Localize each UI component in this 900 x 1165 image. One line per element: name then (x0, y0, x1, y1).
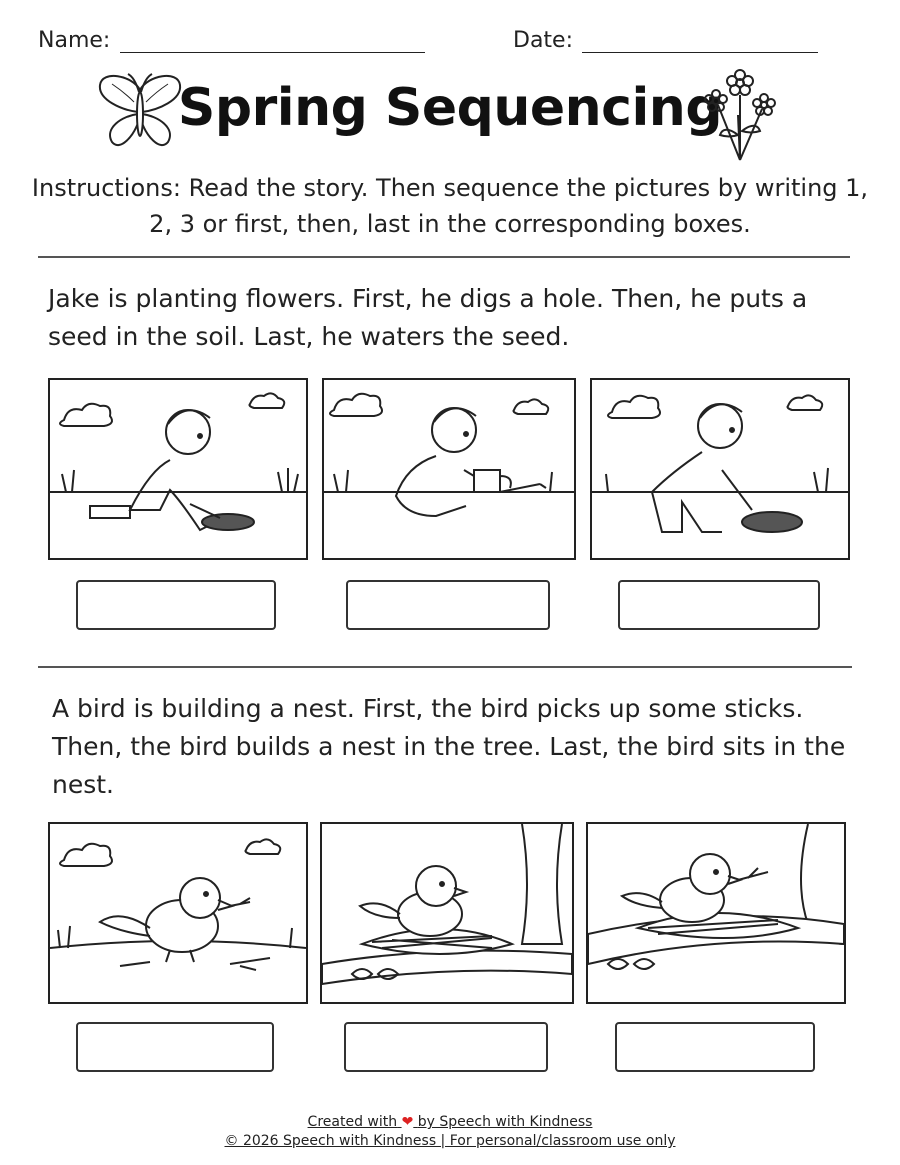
footer-credit[interactable] (0, 1114, 900, 1130)
page-title: Spring Sequencing (177, 78, 723, 138)
footer-created-prefix: Created with (307, 1114, 398, 1130)
story-1-answer-box-3[interactable] (618, 580, 820, 630)
story-1-picture-1 (48, 378, 308, 560)
divider-top (38, 256, 850, 258)
story-2-picture-2 (320, 822, 574, 1004)
story-1-picture-2 (322, 378, 576, 560)
name-blank[interactable] (120, 52, 425, 53)
story-2-answer-box-2[interactable] (344, 1022, 548, 1072)
story-2-picture-3 (586, 822, 846, 1004)
date-blank[interactable] (582, 52, 818, 53)
name-label: Name: (38, 28, 111, 53)
story-1-picture-3 (590, 378, 850, 560)
instructions-text: Instructions: Read the story. Then sequence the pictures by writing 1, 2, 3 or first, then, last in the corresponding boxes. (31, 174, 869, 238)
divider-middle (38, 666, 852, 668)
flower-bouquet-icon (700, 65, 782, 161)
story-1-answer-box-2[interactable] (346, 580, 550, 630)
story-2-picture-1 (48, 822, 308, 1004)
story-2-answer-box-1[interactable] (76, 1022, 274, 1072)
footer-copyright[interactable]: © 2026 Speech with Kindness | For personal/classroom use only (224, 1133, 676, 1149)
date-label: Date: (513, 28, 573, 53)
heart-icon: ❤ (401, 1114, 414, 1130)
footer-created-suffix: by Speech with Kindness (417, 1114, 593, 1130)
story-2-answer-box-3[interactable] (615, 1022, 815, 1072)
story-1-text: Jake is planting flowers. First, he digs a hole. Then, he puts a seed in the soil. Last, he waters the seed. (48, 284, 808, 351)
story-1-answer-box-1[interactable] (76, 580, 276, 630)
story-2-text: A bird is building a nest. First, the bird picks up some sticks. Then, the bird builds a nest in the tree. Last, the bird sits in the nest. (52, 694, 846, 799)
